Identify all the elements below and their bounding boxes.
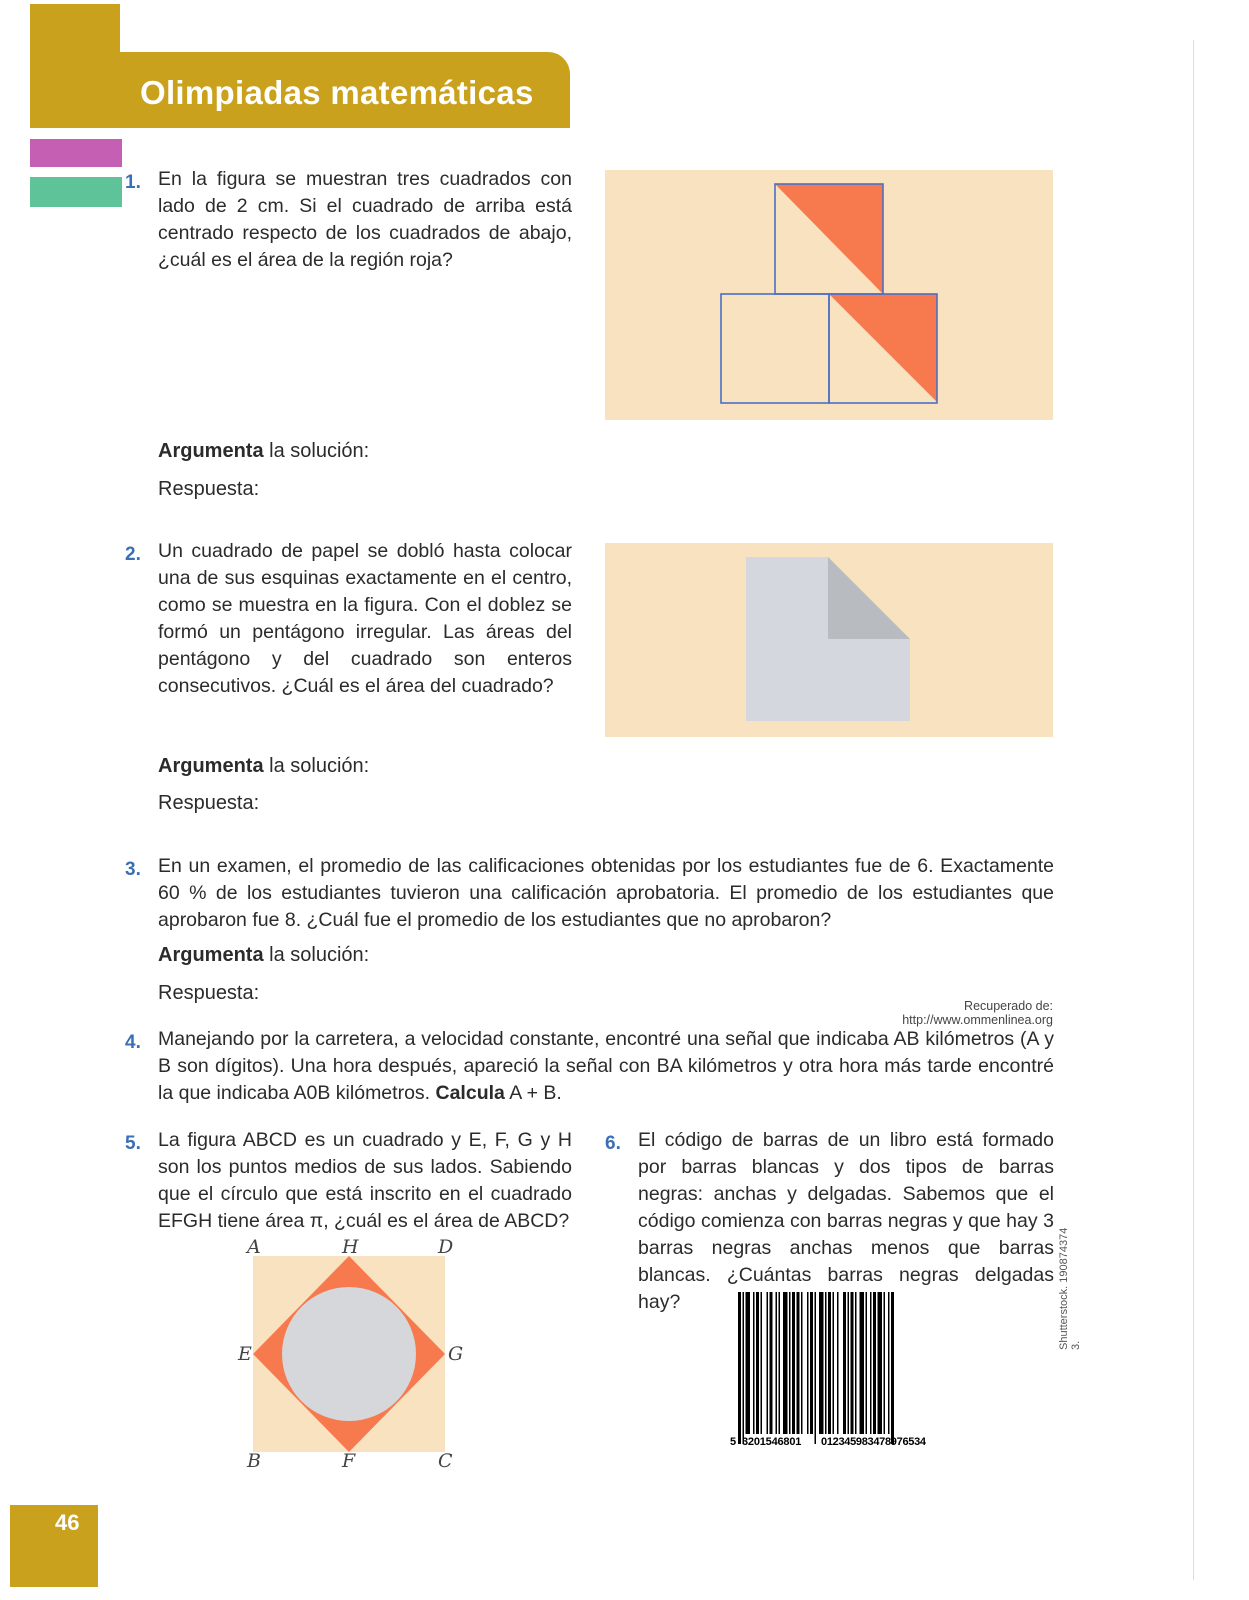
barcode-bar (776, 1292, 778, 1434)
problem-4-text: Manejando por la carretera, a velocidad constante, encontré una señal que indicaba AB kilómetros (A y B son dígitos). Una hora después, apareció la señal con BA kilómetros y otra hora más tarde encontré la que indicaba A0B kilómetros. Calcula A + B. (158, 1028, 1054, 1104)
label-b: B (247, 1450, 261, 1472)
problem-5-figure (230, 1236, 470, 1476)
barcode-bar (810, 1292, 813, 1434)
problem-1-text: En la figura se muestran tres cuadrados con lado de 2 cm. Si el cuadrado de arriba está centrado respecto de los cuadrados de abajo, ¿cuál es el área de la región roja? (158, 168, 572, 271)
barcode-bar (884, 1292, 886, 1434)
label-f: F (342, 1450, 356, 1472)
label-e: E (238, 1343, 252, 1365)
barcode (728, 1290, 963, 1458)
problem-2-argument-label: Argumenta la solución: (158, 755, 370, 777)
barcode-bar (746, 1292, 751, 1434)
problem-2-answer-label: Respuesta: (158, 792, 260, 814)
problem-3-argument-label: Argumenta la solución: (158, 944, 370, 966)
image-credit: Shutterstock. 190874374 3. (1058, 1227, 1082, 1350)
barcode-first-digit: 5 (730, 1436, 737, 1448)
barcode-bar (825, 1292, 827, 1434)
barcode-bar (743, 1292, 745, 1444)
problem-5-text: La figura ABCD es un cuadrado y E, F, G y H son los puntos medios de sus lados. Sabiendo que el círculo que está inscrito en el cuadrado EFGH tiene área π, ¿cuál es el área de ABCD? (158, 1129, 572, 1232)
problem-1-argument-label: Argumenta la solución: (158, 440, 370, 462)
barcode-bar (761, 1292, 763, 1434)
barcode-bars (728, 1290, 963, 1458)
folded-corner (828, 557, 910, 639)
barcode-bar (828, 1292, 831, 1434)
problem-6-number: 6. (605, 1133, 621, 1154)
page-title: Olimpiadas matemáticas (140, 74, 534, 111)
bottom-left-square (721, 294, 829, 403)
problem-1-figure (605, 170, 1053, 420)
three-squares-diagram (605, 170, 1053, 420)
source-credit: Recuperado de: http://www.ommenlinea.org (902, 999, 1053, 1027)
barcode-bar (860, 1292, 865, 1434)
barcode-group-2: 012345983478976534 (821, 1436, 926, 1448)
barcode-bar (819, 1292, 824, 1434)
problem-2-text: Un cuadrado de papel se dobló hasta colocar una de sus esquinas exactamente en el centro, como se muestra en la figura. Con el doblez se formó un pentágono irregular. Las áreas del pentágono y del cuadrado son enteros consecutivos. ¿Cuál es el área del cuadrado? (158, 540, 572, 697)
problem-6-text: El código de barras de un libro está formado por barras blancas y dos tipos de barras negras: anchas y delgadas. Sabemos que el código comienza con barras negras y que hay 3 barras negras anchas menos que barras blancas. ¿Cuántas barras negras delgadas hay? (638, 1129, 1054, 1313)
problem-4-number: 4. (125, 1032, 141, 1053)
problem-3-answer-label: Respuesta: (158, 982, 260, 1004)
problem-3-number: 3. (125, 859, 141, 880)
margin-line (1193, 40, 1194, 1580)
red-triangle-top (775, 184, 883, 294)
inscribed-circle (282, 1287, 416, 1421)
red-triangle-bottom (829, 294, 937, 402)
label-d: D (438, 1236, 454, 1258)
green-tab-marker (30, 177, 122, 207)
barcode-bar (873, 1292, 876, 1434)
barcode-bar (833, 1292, 835, 1434)
barcode-bar (797, 1292, 800, 1434)
label-g: G (448, 1343, 464, 1365)
barcode-bar (866, 1292, 868, 1434)
barcode-bar (792, 1292, 795, 1434)
barcode-bar (779, 1292, 781, 1434)
barcode-bar (767, 1292, 769, 1434)
barcode-bar (815, 1292, 817, 1444)
barcode-bar (848, 1292, 850, 1434)
barcode-bar (870, 1292, 872, 1434)
problem-3-text: En un examen, el promedio de las calificaciones obtenidas por los estudiantes fue de 6. Exactamente 60 % de los estudiantes tuvieron una calificación aprobatoria. El promedio de los estudiantes que aprobaron fue 8. ¿Cuál fue el promedio de los estudiantes que no aprobaron? (158, 855, 1054, 931)
page-number: 46 (55, 1510, 80, 1535)
barcode-bar (888, 1292, 890, 1434)
folded-paper-diagram (605, 543, 1053, 737)
problem-5-number: 5. (125, 1133, 141, 1154)
problem-2-number: 2. (125, 544, 141, 565)
barcode-bar (837, 1292, 839, 1434)
barcode-bar (807, 1292, 809, 1434)
barcode-bar (789, 1292, 791, 1434)
barcode-bar (753, 1292, 755, 1434)
barcode-bar (878, 1292, 883, 1434)
label-a: A (247, 1236, 261, 1258)
problem-1-answer-label: Respuesta: (158, 478, 260, 500)
problem-1-number: 1. (125, 172, 141, 193)
barcode-bar (843, 1292, 846, 1434)
barcode-bar (756, 1292, 759, 1434)
label-c: C (438, 1450, 453, 1472)
barcode-bar (738, 1292, 741, 1444)
barcode-bar (855, 1292, 857, 1434)
barcode-bar (770, 1292, 773, 1434)
barcode-bar (891, 1292, 894, 1444)
barcode-bar (851, 1292, 854, 1434)
inscribed-squares-diagram (230, 1236, 470, 1476)
barcode-bar (783, 1292, 788, 1434)
pink-tab-marker (30, 139, 122, 167)
barcode-group-1: 3201546801 (742, 1436, 802, 1448)
header-accent-block (30, 4, 120, 59)
barcode-bar (801, 1292, 803, 1434)
label-h: H (342, 1236, 359, 1258)
problem-2-figure (605, 543, 1053, 737)
page-number-box (10, 1505, 98, 1587)
